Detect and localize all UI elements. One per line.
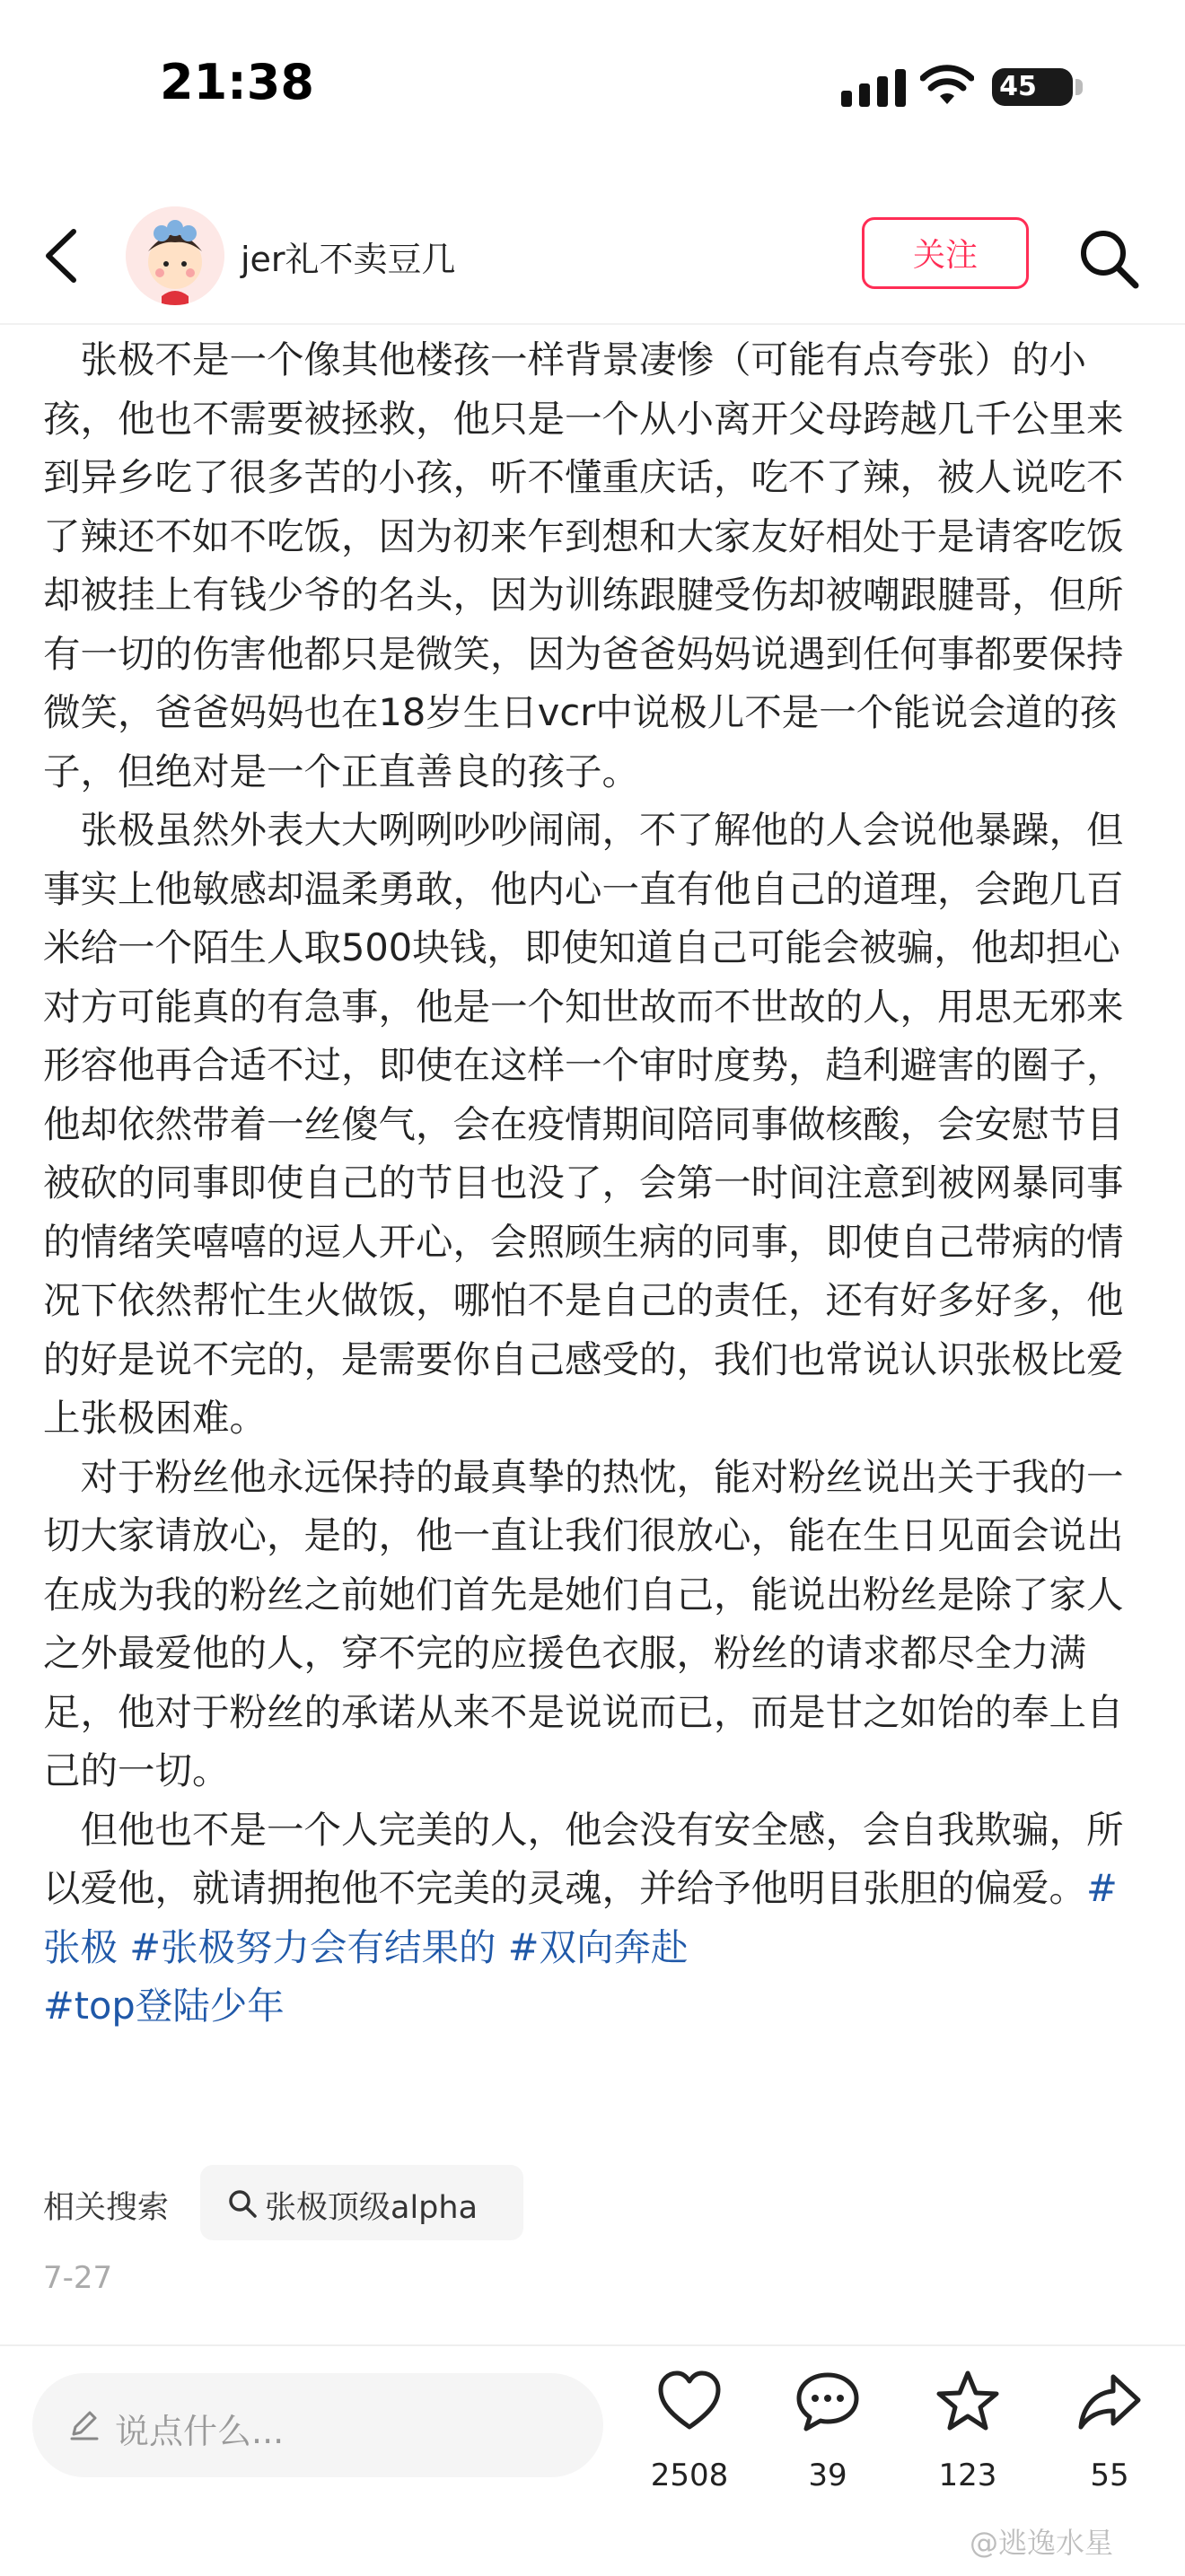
status-bar <box>0 0 1185 171</box>
hashtag-line <box>43 1976 1149 2036</box>
search-icon[interactable] <box>1073 223 1145 294</box>
status-time: 21:38 <box>160 54 314 110</box>
comment-input[interactable] <box>32 2373 603 2477</box>
hashtag-link[interactable]: #双向奔赴 <box>507 1924 689 1969</box>
star-icon <box>934 2368 1002 2436</box>
follow-button[interactable]: 关注 <box>862 217 1029 289</box>
post-paragraph: 张极虽然外表大大咧咧吵吵闹闹，不了解他的人会说他暴躁，但事实上他敏感却温柔勇敢，他内心一直有他自己的道理，会跑几百米给一个陌生人取500块钱，即使知道自己可能会被骗，他却担心对方可能真的有急事，他是一个知世故而不世故的人，用思无邪来形容他再合适不过，即使在这样一个审时度势，趋利避害的圈子，他却依然带着一丝傻气，会在疫情期间陪同事做核酸，会安慰节目被砍的同事即使自己的节目也没了，会第一时间注意到被网暴同事的情绪笑嘻嘻的逗人开心，会照顾生病的同事，即使自己带病的情况下依然帮忙生火做饭，哪怕不是自己的责任，还有好多好多，他的好是说不完的，是需要你自己感受的，我们也常说认识张极比爱上张极困难。 <box>43 808 1124 1440</box>
post-header <box>0 188 1185 325</box>
back-arrow-icon[interactable] <box>36 224 90 287</box>
avatar-illustration <box>126 206 224 305</box>
comment-placeholder: 说点什么... <box>115 2412 285 2451</box>
hashtag-link[interactable]: #张极努力会有结果的 <box>129 1924 496 1969</box>
share-count: 55 <box>1090 2458 1129 2493</box>
like-button[interactable] <box>636 2368 743 2511</box>
post-content <box>43 330 1149 2036</box>
author-name[interactable]: jer礼不卖豆几 <box>241 240 456 279</box>
like-count: 2508 <box>650 2458 729 2493</box>
battery-indicator <box>992 68 1073 106</box>
comment-bubble-icon <box>794 2368 862 2436</box>
battery-level: 45 <box>999 71 1037 102</box>
watermark: @逃逸水星 <box>970 2526 1114 2560</box>
heart-icon <box>655 2368 724 2436</box>
share-button[interactable] <box>1056 2368 1163 2511</box>
share-arrow-icon <box>1075 2368 1144 2436</box>
post-paragraph-last <box>43 1801 1149 1977</box>
related-search-query: 张极顶级alpha <box>265 2190 478 2226</box>
related-search-chip[interactable] <box>200 2165 523 2240</box>
search-icon <box>227 2188 258 2219</box>
post-date: 7-27 <box>43 2260 113 2296</box>
wifi-icon <box>920 65 974 108</box>
cellular-signal-icon <box>839 67 913 109</box>
post-paragraph: 张极不是一个像其他楼孩一样背景凄惨（可能有点夸张）的小孩，他也不需要被拯救，他只是一个从小离开父母跨越几千公里来到异乡吃了很多苦的小孩，听不懂重庆话，吃不了辣，被人说吃不了辣还不如不吃饭，因为初来乍到想和大家友好相处于是请客吃饭却被挂上有钱少爷的名头，因为训练跟腱受伤却被嘲跟腱哥，但所有一切的伤害他都只是微笑，因为爸爸妈妈说遇到任何事都要保持微笑，爸爸妈妈也在18岁生日vcr中说极儿不是一个能说会道的孩子，但绝对是一个正直善良的孩子。 <box>43 337 1124 793</box>
author-avatar[interactable] <box>126 206 224 305</box>
post-paragraph-text: 但他也不是一个人完美的人，他会没有安全感，会自我欺骗，所以爱他，就请拥抱他不完美的灵魂，并给予他明目张胆的偏爱。 <box>43 1807 1124 1910</box>
hashtag-link[interactable]: #top登陆少年 <box>43 1984 285 2028</box>
favorite-button[interactable] <box>914 2368 1022 2511</box>
pen-icon <box>66 2407 102 2443</box>
comment-button[interactable] <box>774 2368 882 2511</box>
post-paragraph: 对于粉丝他永远保持的最真挚的热忱，能对粉丝说出关于我的一切大家请放心，是的，他一直让我们很放心，能在生日见面会说出在成为我的粉丝之前她们首先是她们自己，能说出粉丝是除了家人之外最爱他的人，穿不完的应援色衣服，粉丝的请求都尽全力满足，他对于粉丝的承诺从来不是说说而已，而是甘之如饴的奉上自己的一切。 <box>43 1454 1124 1792</box>
battery-cap <box>1075 79 1083 95</box>
related-search-label: 相关搜索 <box>43 2190 170 2226</box>
hashtag-link[interactable]: #张极 <box>43 1866 1118 1969</box>
comment-count: 39 <box>808 2458 847 2493</box>
favorite-count: 123 <box>938 2458 997 2493</box>
